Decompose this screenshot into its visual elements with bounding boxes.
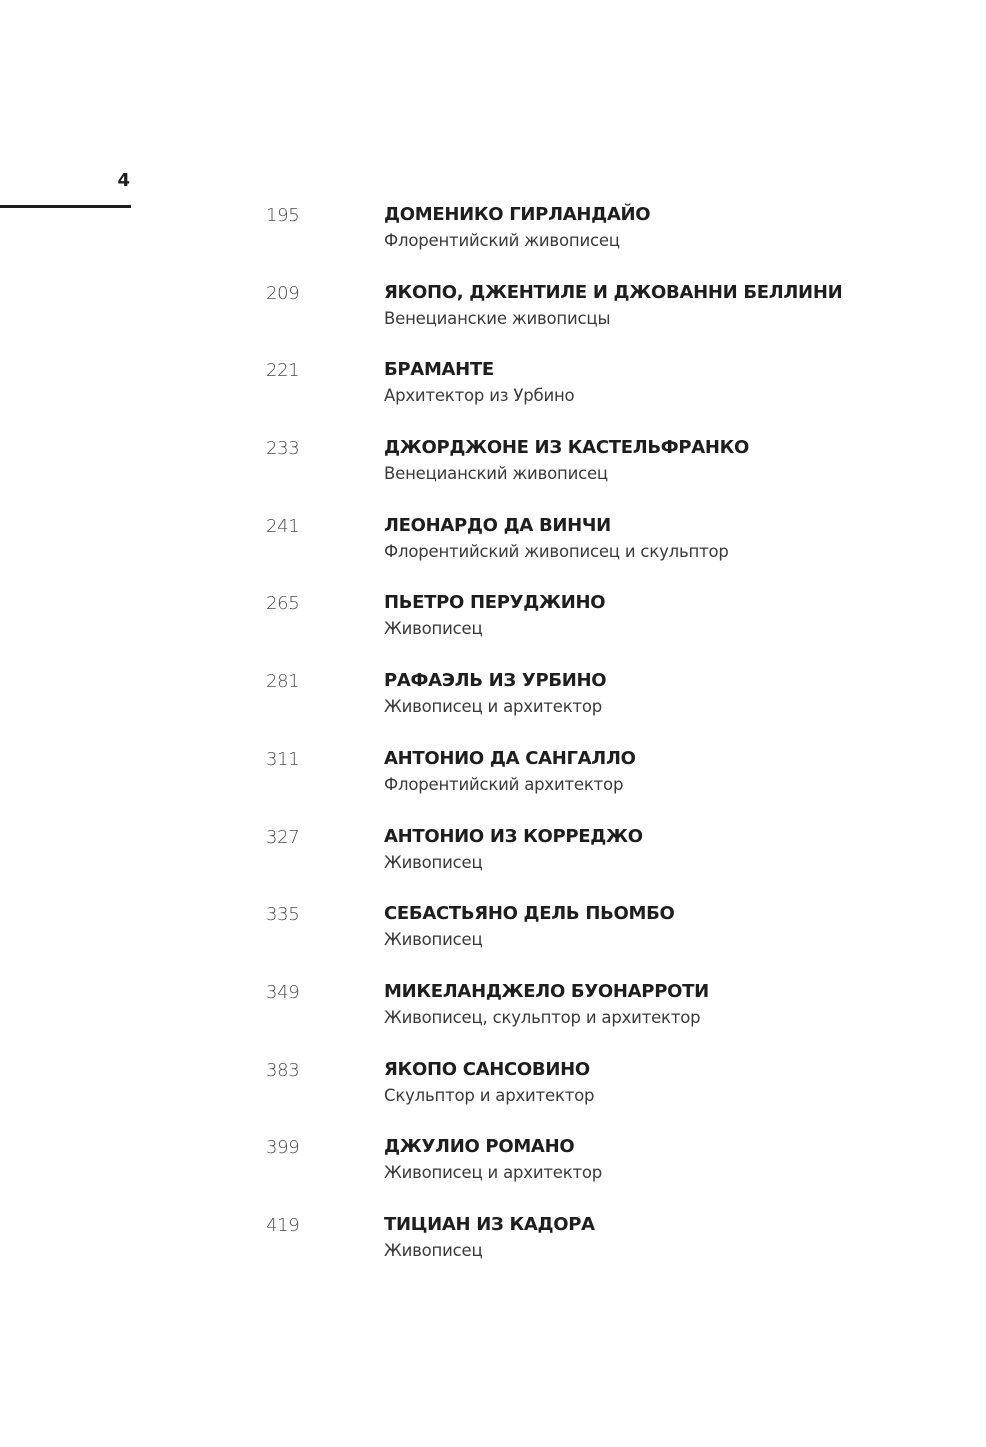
toc-entry[interactable] — [0, 977, 986, 1055]
entry-title: ЯКОПО САНСОВИНО — [384, 1058, 590, 1080]
table-of-contents — [0, 200, 986, 1288]
entry-title: СЕБАСТЬЯНО ДЕЛЬ ПЬОМБО — [384, 903, 675, 925]
entry-page-number: 335 — [266, 904, 300, 926]
entry-subtitle: Венецианский живописец — [384, 464, 608, 484]
entry-page-number: 221 — [266, 360, 300, 382]
entry-subtitle: Флорентийский живописец и скульптор — [384, 541, 729, 561]
toc-entry[interactable] — [0, 433, 986, 511]
entry-page-number: 195 — [266, 205, 300, 226]
entry-subtitle: Флорентийский живописец — [384, 231, 620, 250]
page-number: 4 — [117, 170, 130, 191]
entry-page-number: 241 — [266, 515, 300, 537]
toc-entry[interactable] — [0, 744, 986, 822]
entry-page-number: 327 — [266, 826, 300, 848]
entry-page-number: 349 — [266, 981, 300, 1003]
entry-title: ДОМЕНИКО ГИРЛАНДАЙО — [384, 204, 651, 225]
entry-title: АНТОНИО ДА САНГАЛЛО — [384, 747, 636, 769]
entry-page-number: 281 — [266, 671, 300, 693]
toc-entry[interactable] — [0, 822, 986, 900]
toc-entry[interactable] — [0, 1132, 986, 1210]
toc-entry[interactable] — [0, 278, 986, 356]
entry-title: МИКЕЛАНДЖЕЛО БУОНАРРОТИ — [384, 980, 709, 1002]
entry-subtitle: Флорентийский архитектор — [384, 774, 624, 794]
entry-page-number: 399 — [266, 1137, 300, 1159]
entry-subtitle: Живописец — [384, 852, 483, 872]
entry-subtitle: Живописец и архитектор — [384, 1163, 603, 1183]
toc-entry[interactable] — [0, 1055, 986, 1133]
entry-page-number: 383 — [266, 1059, 300, 1081]
entry-title: ЯКОПО, ДЖЕНТИЛЕ И ДЖОВАННИ БЕЛЛИНИ — [384, 281, 843, 303]
entry-title: РАФАЭЛЬ ИЗ УРБИНО — [384, 670, 607, 692]
entry-subtitle: Живописец — [384, 1240, 483, 1260]
toc-entry[interactable] — [0, 511, 986, 589]
entry-page-number: 209 — [266, 282, 300, 304]
toc-entry[interactable] — [0, 899, 986, 977]
entry-page-number: 419 — [266, 1214, 300, 1236]
entry-subtitle: Скульптор и архитектор — [384, 1085, 595, 1105]
toc-entry[interactable] — [0, 200, 986, 278]
entry-title: ТИЦИАН ИЗ КАДОРА — [384, 1213, 595, 1235]
entry-title: БРАМАНТЕ — [384, 359, 494, 381]
entry-title: ДЖУЛИО РОМАНО — [384, 1136, 575, 1158]
entry-subtitle: Живописец и архитектор — [384, 697, 603, 717]
entry-subtitle: Архитектор из Урбино — [384, 386, 575, 406]
entry-title: ДЖОРДЖОНЕ ИЗ КАСТЕЛЬФРАНКО — [384, 437, 750, 459]
entry-page-number: 265 — [266, 593, 300, 615]
entry-subtitle: Живописец, скульптор и архитектор — [384, 1007, 701, 1027]
entry-subtitle: Венецианские живописцы — [384, 308, 611, 328]
entry-subtitle: Живописец — [384, 619, 483, 639]
entry-page-number: 233 — [266, 438, 300, 460]
toc-entry[interactable] — [0, 355, 986, 433]
entry-subtitle: Живописец — [384, 930, 483, 950]
entry-title: ЛЕОНАРДО ДА ВИНЧИ — [384, 514, 611, 536]
entry-page-number: 311 — [266, 748, 300, 770]
entry-title: АНТОНИО ИЗ КОРРЕДЖО — [384, 825, 643, 847]
toc-entry[interactable] — [0, 666, 986, 744]
toc-entry[interactable] — [0, 588, 986, 666]
toc-entry[interactable] — [0, 1210, 986, 1288]
entry-title: ПЬЕТРО ПЕРУДЖИНО — [384, 592, 606, 614]
